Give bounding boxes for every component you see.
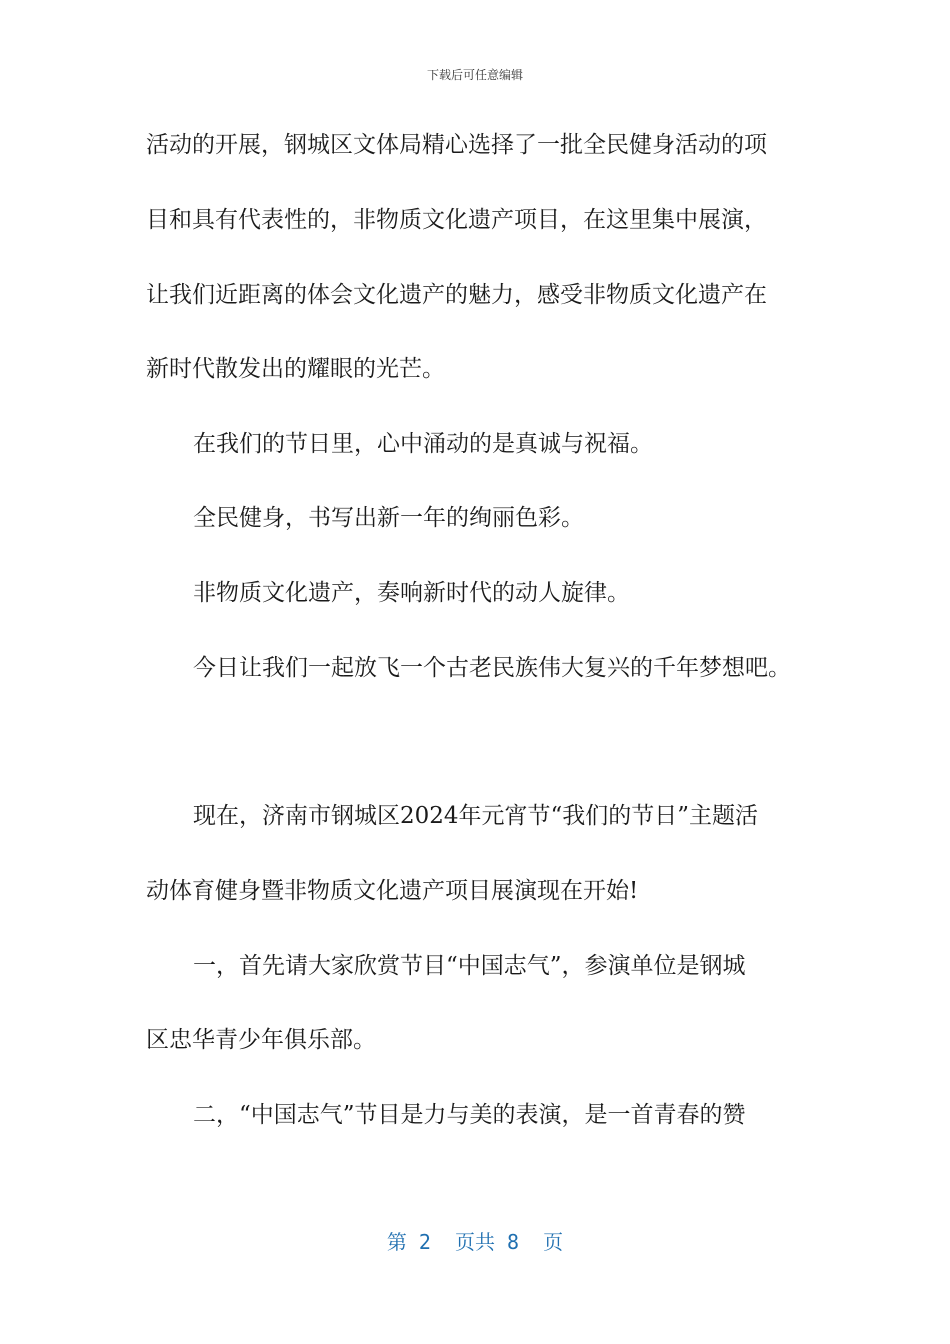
text-line: 动体育健身暨非物质文化遗产项目展演现在开始!	[146, 878, 639, 904]
page-number-footer: 第 2 页共 8 页	[386, 1230, 564, 1254]
text-line: 在我们的节日里，心中涌动的是真诚与祝福。	[193, 431, 653, 457]
text-line: 新时代散发出的耀眼的光芒。	[146, 356, 445, 382]
text-line: 全民健身，书写出新一年的绚丽色彩。	[193, 505, 584, 531]
text-line: 二，“中国志气”节目是力与美的表演，是一首青春的赞	[193, 1102, 746, 1128]
text-line: 今日让我们一起放飞一个古老民族伟大复兴的千年梦想吧。	[193, 655, 791, 681]
text-line: 区忠华青少年俱乐部。	[146, 1027, 376, 1053]
page-header: 下载后可任意编辑	[426, 68, 523, 82]
text-line: 现在，济南市钢城区2024年元宵节“我们的节日”主题活	[193, 803, 759, 829]
text-line: 活动的开展，钢城区文体局精心选择了一批全民健身活动的项	[146, 132, 767, 158]
text-line: 一，首先请大家欣赏节目“中国志气”，参演单位是钢城	[193, 953, 746, 979]
text-line: 非物质文化遗产，奏响新时代的动人旋律。	[193, 580, 630, 606]
text-line: 目和具有代表性的，非物质文化遗产项目，在这里集中展演，	[146, 207, 767, 233]
text-line: 让我们近距离的体会文化遗产的魅力，感受非物质文化遗产在	[146, 282, 767, 308]
